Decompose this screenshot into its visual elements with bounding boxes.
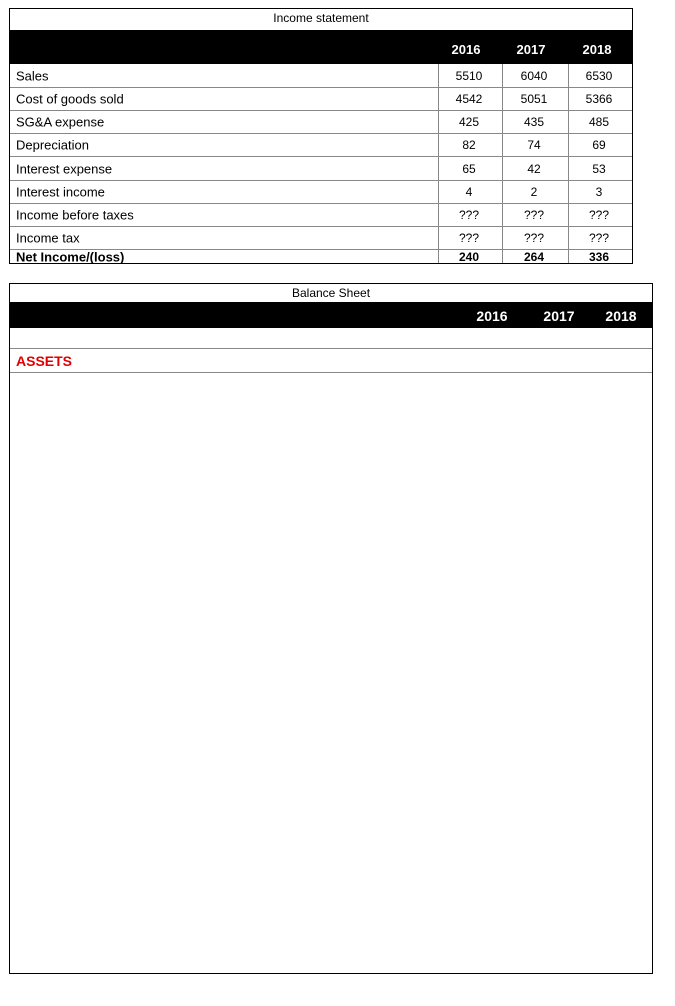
balance-sheet-header [10,302,652,328]
cell-value: 5051 [520,92,548,106]
cell-value: 3 [595,185,603,199]
cell-value: 5366 [585,92,613,106]
cell-value: 5510 [455,68,483,83]
row-label: SG&A expense [16,114,105,130]
cell-value: 485 [588,115,610,129]
row-label: Sales [16,68,49,83]
balance-sheet-table [9,283,653,974]
section-heading: ASSETS [16,352,73,369]
cell-value: 336 [588,249,610,264]
cell-value: 74 [527,138,541,152]
row-label: Cost of goods sold [16,91,124,107]
table-row [10,134,632,157]
total-row [10,250,632,263]
cell-value: 2 [530,185,538,199]
cell-value: 42 [527,161,541,176]
cell-value: 69 [592,138,606,152]
table-row [10,157,632,181]
row-label: Depreciation [16,137,89,153]
year-header: 2018 [582,42,612,57]
income-statement-title: Income statement [273,11,369,25]
cell-value: 4542 [455,92,483,106]
year-header: 2016 [451,42,481,57]
year-header: 2017 [543,308,575,324]
table-row [10,181,632,204]
row-label: Income before taxes [16,207,134,223]
income-statement-header [10,30,632,64]
cell-value: 240 [458,249,480,264]
row-label: Income tax [16,230,80,246]
cell-value: 264 [523,249,545,264]
row-label: Interest income [16,184,105,200]
year-header: 2016 [476,308,508,324]
cell-value: 53 [592,161,606,176]
year-header: 2017 [516,42,546,57]
cell-value: ??? [588,231,610,245]
cell-value: ??? [458,208,480,222]
cell-value: ??? [523,231,545,245]
cell-value: ??? [588,208,610,222]
table-row [10,111,632,134]
cell-value: 6530 [585,68,613,83]
income-statement-table [9,8,633,264]
cell-value: 65 [462,161,476,176]
table-row [10,64,632,88]
balance-sheet-title: Balance Sheet [291,286,371,300]
row-label: Net Income/(loss) [16,249,125,264]
cell-value: 82 [462,138,476,152]
table-row [10,204,632,227]
cell-value: ??? [458,231,480,245]
row-label: Interest expense [16,161,113,176]
table-row [10,227,632,250]
cell-value: 425 [458,115,480,129]
cell-value: 4 [465,185,473,199]
year-header: 2018 [605,308,637,324]
cell-value: ??? [523,208,545,222]
cell-value: 6040 [520,68,548,83]
cell-value: 435 [523,115,545,129]
table-row [10,88,632,111]
